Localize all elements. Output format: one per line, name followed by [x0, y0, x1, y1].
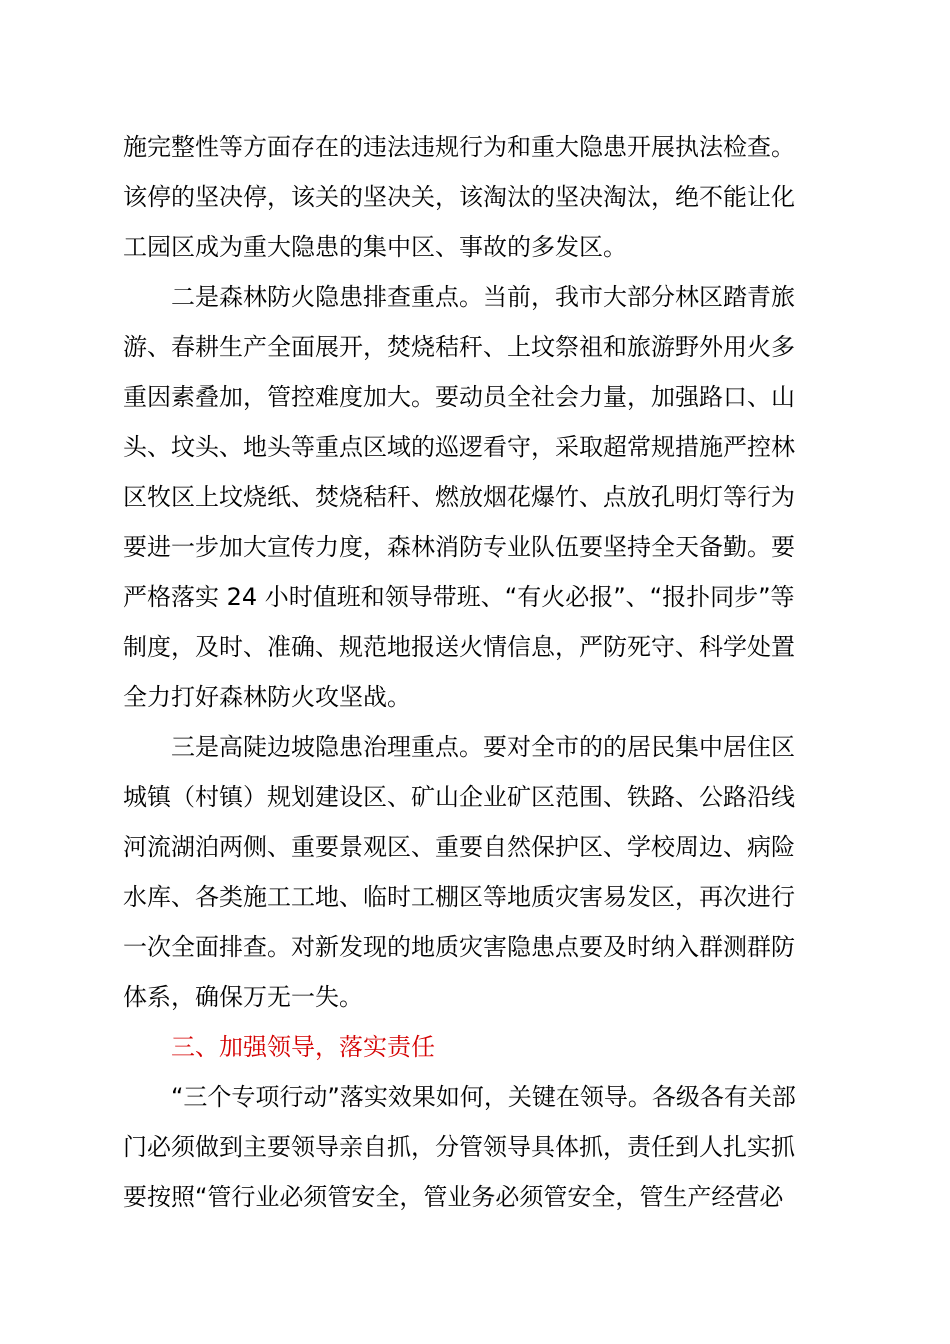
text-line: 严格落实 24 小时值班和领导带班、“有火必报”、“报扑同步”等 [123, 583, 795, 611]
text-line: 一次全面排查。对新发现的地质灾害隐患点要及时纳入群测群防 [123, 933, 795, 961]
text-line: 该停的坚决停，该关的坚决关，该淘汰的坚决淘汰，绝不能让化 [123, 183, 795, 211]
paragraph-start-line: 三是高陡边坡隐患治理重点。要对全市的的居民集中居住区 [171, 733, 795, 761]
section-heading: 三、加强领导，落实责任 [171, 1033, 435, 1061]
paragraph-start-line: “三个专项行动”落实效果如何，关键在领导。各级各有关部 [171, 1083, 796, 1111]
text-line: 重因素叠加，管控难度加大。要动员全社会力量，加强路口、山 [123, 383, 795, 411]
text-line: 制度，及时、准确、规范地报送火情信息，严防死守、科学处置 [123, 633, 795, 661]
text-line: 工园区成为重大隐患的集中区、事故的多发区。 [123, 233, 627, 261]
text-line: 区牧区上坟烧纸、焚烧秸秆、燃放烟花爆竹、点放孔明灯等行为 [123, 483, 795, 511]
text-line: 头、坟头、地头等重点区域的巡逻看守，采取超常规措施严控林 [123, 433, 795, 461]
text-line: 全力打好森林防火攻坚战。 [123, 683, 411, 711]
text-line: 城镇（村镇）规划建设区、矿山企业矿区范围、铁路、公路沿线 [123, 783, 795, 811]
text-line: 要按照“管行业必须管安全，管业务必须管安全，管生产经营必 [123, 1183, 784, 1211]
text-line: 门必须做到主要领导亲自抓，分管领导具体抓，责任到人扎实抓 [123, 1133, 795, 1161]
text-line: 施完整性等方面存在的违法违规行为和重大隐患开展执法检查。 [123, 133, 795, 161]
text-line: 水库、各类施工工地、临时工棚区等地质灾害易发区，再次进行 [123, 883, 795, 911]
paragraph-start-line: 二是森林防火隐患排查重点。当前，我市大部分林区踏青旅 [171, 283, 795, 311]
text-line: 体系，确保万无一失。 [123, 983, 363, 1011]
text-line: 要进一步加大宣传力度，森林消防专业队伍要坚持全天备勤。要 [123, 533, 795, 561]
text-line: 河流湖泊两侧、重要景观区、重要自然保护区、学校周边、病险 [123, 833, 795, 861]
text-line: 游、春耕生产全面展开，焚烧秸秆、上坟祭祖和旅游野外用火多 [123, 333, 795, 361]
